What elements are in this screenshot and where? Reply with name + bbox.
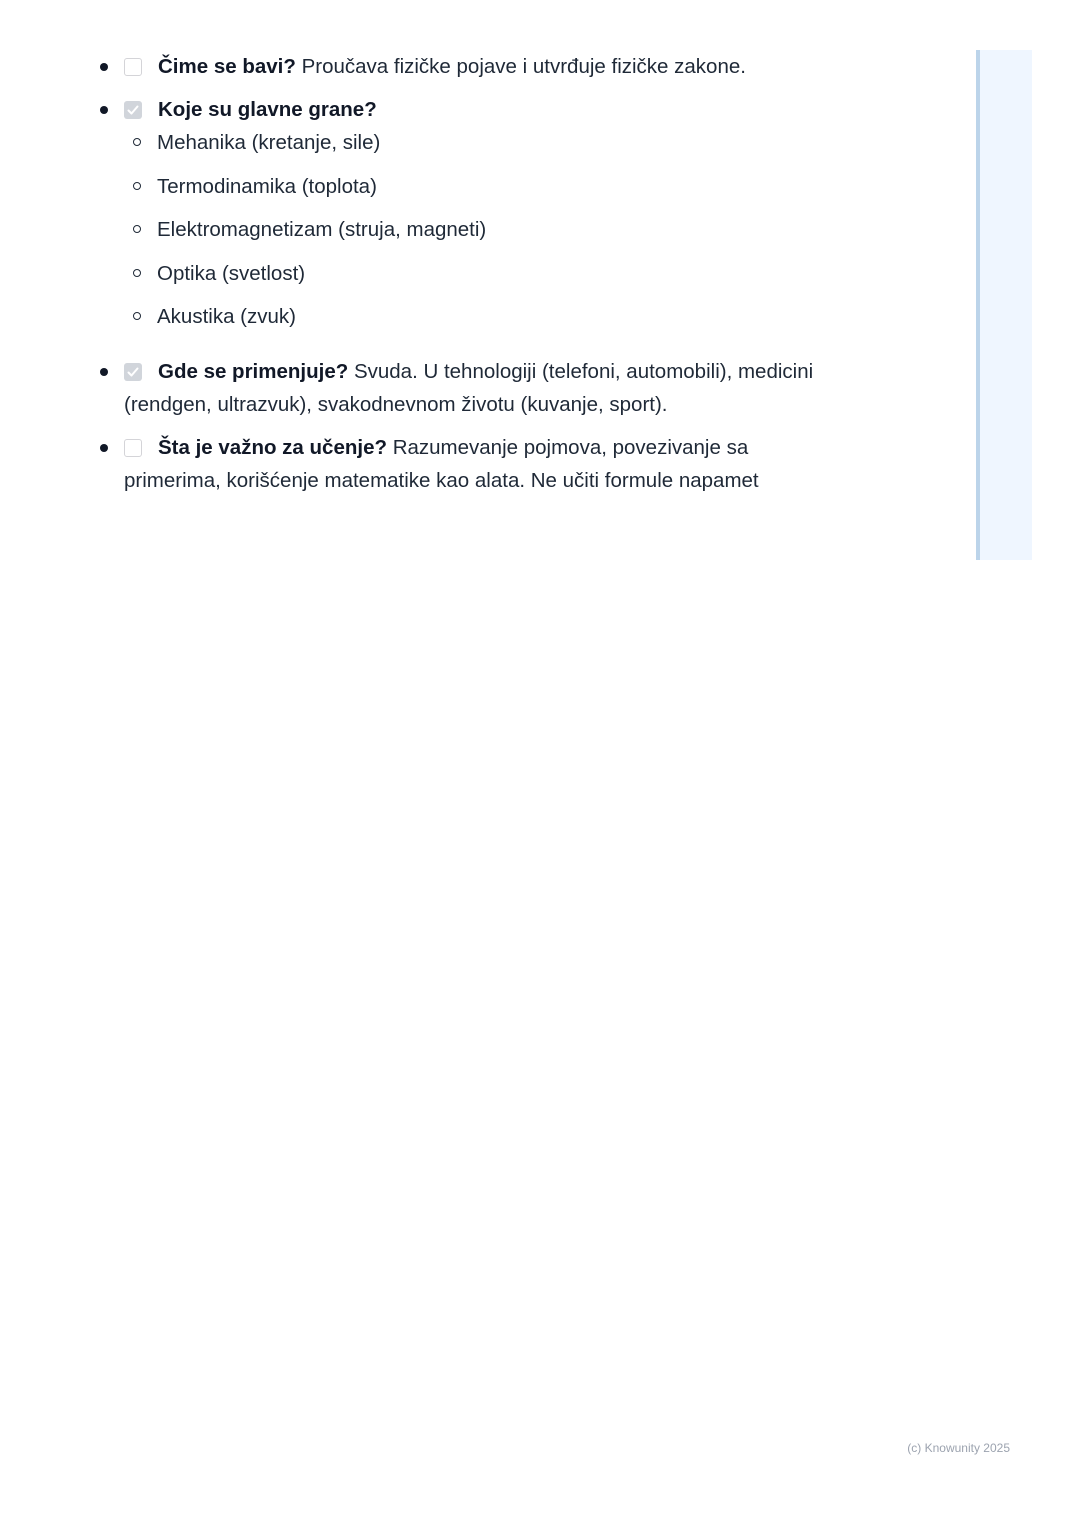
circle-bullet-icon [133,312,141,320]
subitem-text: Akustika (zvuk) [157,305,296,328]
list-item [0,213,860,246]
bullet-icon [100,444,108,452]
task-title: Čime se bavi? [158,55,296,78]
bullet-icon [100,106,108,114]
task-text [124,431,824,497]
copyright-footer: (c) Knowunity 2025 [907,1441,1010,1455]
list-item [0,300,860,333]
subitem-text: Mehanika (kretanje, sile) [157,131,381,154]
circle-bullet-icon [133,269,141,277]
task-body: Svuda. U tehnologiji (telefoni, automobili), medicini (rendgen, ultrazvuk), svakodnevnom životu (kuvanje, sport). [124,360,814,416]
subitem-text: Elektromagnetizam (struja, magneti) [157,218,487,241]
list-item [0,257,860,290]
subitem-text: Termodinamika (toplota) [157,175,377,198]
task-body: Proučava fizičke pojave i utvrđuje fizičke zakone. [295,55,746,78]
task-title: Šta je važno za učenje? [158,436,387,459]
circle-bullet-icon [133,182,141,190]
task-text [124,93,824,126]
task-text [124,355,824,421]
bullet-icon [100,63,108,71]
side-panel [976,50,1032,560]
circle-bullet-icon [133,138,141,146]
list-item [0,170,860,203]
subitem-text: Optika (svetlost) [157,262,306,285]
circle-bullet-icon [133,225,141,233]
task-text [124,50,824,83]
task-body: Razumevanje pojmova, povezivanje sa primerima, korišćenje matematike kao alata. Ne učiti formule napamet [124,436,759,492]
bullet-icon [100,368,108,376]
list-item [0,126,860,159]
task-title: Koje su glavne grane? [158,98,377,121]
task-title: Gde se primenjuje? [158,360,349,383]
